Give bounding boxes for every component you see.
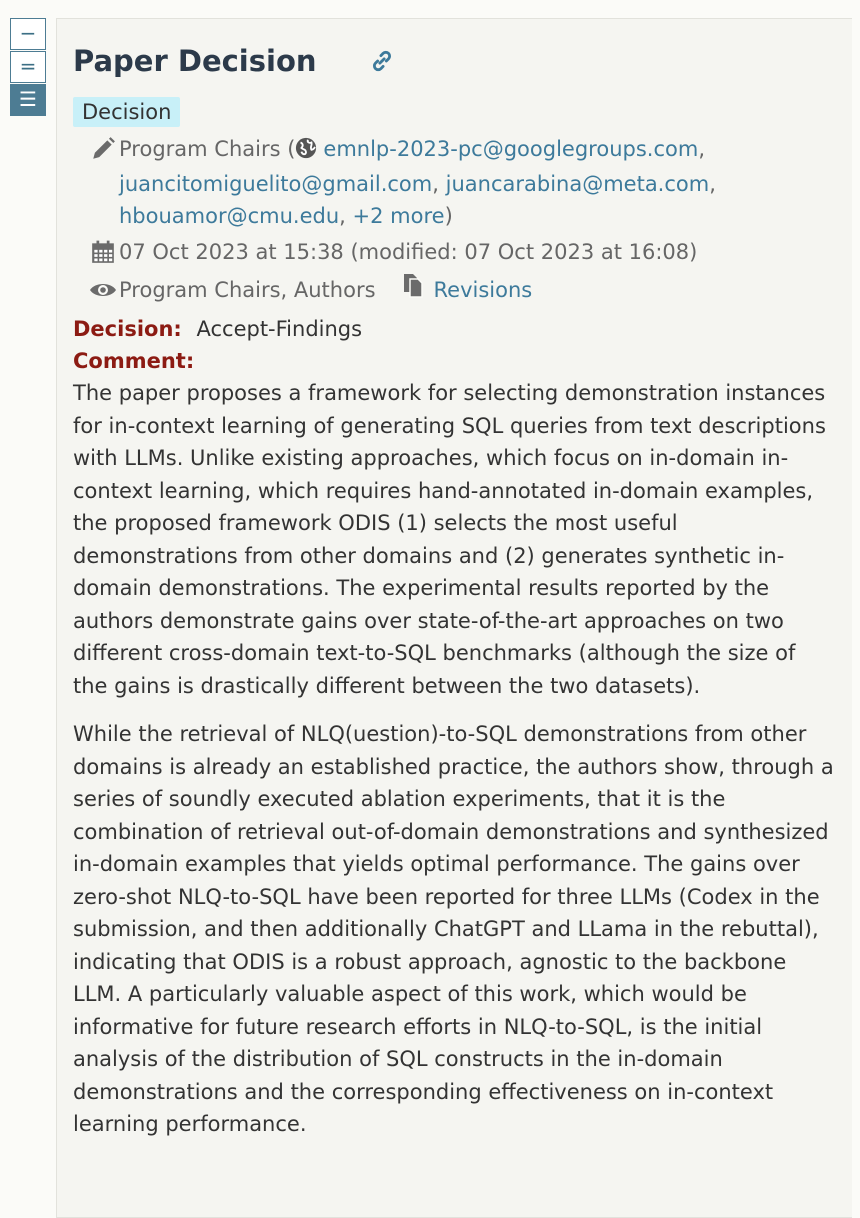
date-row [87, 236, 852, 268]
pencil-icon [87, 133, 119, 165]
signatures-suffix: ) [444, 204, 453, 228]
signatures [119, 133, 716, 232]
comment-paragraph: While the retrieval of NLQ(uestion)-to-SQL demonstrations from other domains is already an established practice, the authors show, through a series of soundly executed ablation experiments, that it is the combination of retrieval out-of-domain demonstrations and synthesized in-domain examples that yields optimal performance. The gains over zero-shot NLQ-to-SQL have been reported for three LLMs (Codex in the submission, and then additionally ChatGPT and LLama in the rebuttal), indicating that ODIS is a robust approach, agnostic to the backbone LLM. A particularly valuable aspect of this work, which would be informative for future research efforts in NLQ-to-SQL, is the initial analysis of the distribution of SQL constructs in the in-domain demonstrations and the corresponding effectiveness on in-context learning performance. [73, 722, 834, 1136]
revisions-link-wrap[interactable] [402, 272, 533, 307]
signatures-row [87, 133, 852, 232]
decision-label: Decision: [73, 317, 182, 341]
partial-expand-button[interactable]: = [10, 51, 46, 83]
note-meta [73, 133, 852, 307]
separator: , [709, 172, 716, 196]
readers: Program Chairs, Authors [119, 277, 376, 302]
comment-field [73, 345, 852, 377]
note-panel [56, 18, 852, 1218]
email-link-1[interactable]: emnlp-2023-pc@googlegroups.com [323, 137, 699, 161]
separator: , [432, 172, 439, 196]
note-date: 07 Oct 2023 at 15:38 (modified: 07 Oct 2023 at 16:08) [119, 240, 698, 264]
email-link-3[interactable]: juancarabina@meta.com [445, 172, 710, 196]
decision-value: Accept-Findings [196, 317, 363, 341]
globe-icon [295, 136, 317, 168]
note-title: Paper Decision [73, 44, 317, 78]
eye-icon [87, 274, 119, 306]
link-icon[interactable] [369, 48, 395, 74]
more-signatures-link[interactable]: +2 more [352, 204, 445, 228]
revisions-link[interactable]: Revisions [433, 277, 533, 302]
signatures-prefix: Program Chairs ( [119, 137, 296, 161]
readers-row [87, 272, 852, 307]
separator: , [339, 204, 346, 228]
full-expand-button[interactable]: ☰ [10, 84, 46, 116]
invitation-badge: Decision [73, 97, 180, 127]
collapse-controls [10, 18, 46, 117]
comment-label: Comment: [73, 349, 195, 373]
copy-icon [402, 272, 424, 307]
comment-body [73, 377, 834, 1141]
email-link-4[interactable]: hbouamor@cmu.edu [119, 204, 340, 228]
collapse-button[interactable]: − [10, 18, 46, 50]
decision-field [73, 313, 852, 345]
email-link-2[interactable]: juancitomiguelito@gmail.com [119, 172, 433, 196]
calendar-icon [87, 236, 119, 268]
title-row [73, 39, 852, 83]
comment-paragraph: The paper proposes a framework for selecting demonstration instances for in-context learning of generating SQL queries from text descriptions with LLMs. Unlike existing approaches, which focus on in-domain in-context learning, which requires hand-annotated in-domain examples, the proposed framework ODIS (1) selects the most useful demonstrations from other domains and (2) generates synthetic in-domain demonstrations. The experimental results reported by the authors demonstrate gains over state-of-the-art approaches on two different cross-domain text-to-SQL benchmarks (although the size of the gains is drastically different between the two datasets). [73, 381, 826, 698]
separator: , [698, 137, 705, 161]
